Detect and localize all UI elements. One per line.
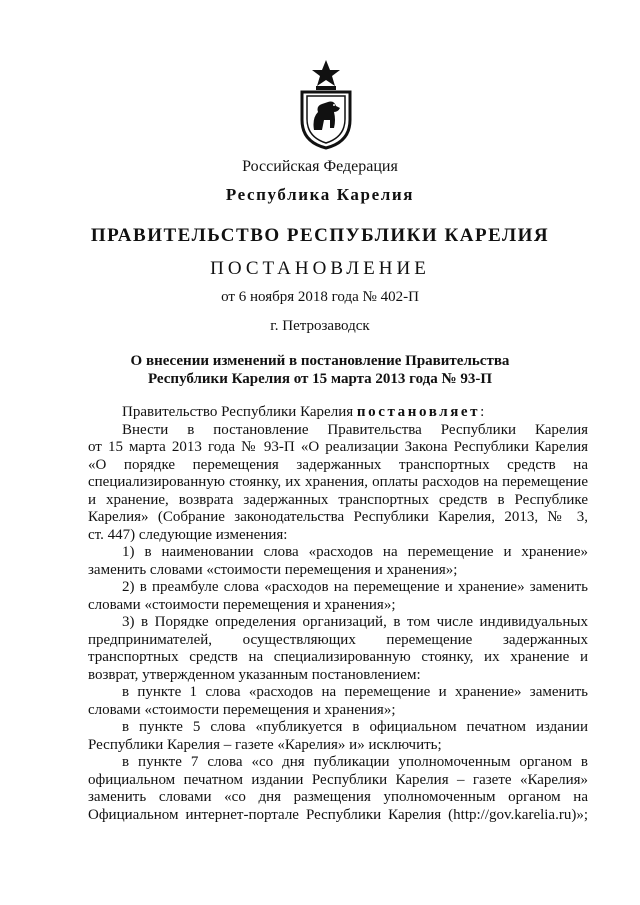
body-line: 2) в преамбуле слова «расходов на перемещение и хранение» заменить [122, 579, 588, 595]
coat-of-arms-icon [296, 58, 356, 150]
body-line: в пункте 5 слова «публикуется в официальном печатном издании [122, 719, 588, 735]
body-line: 3) в Порядке определения организаций, в том числе индивидуальных [122, 614, 588, 630]
republic-name: Республика Карелия [225, 185, 415, 204]
subject-line-2: Республики Карелия от 15 марта 2013 года № 93-П [147, 371, 493, 387]
document-subject [0, 352, 640, 388]
document-type: ПОСТАНОВЛЕНИЕ [210, 258, 430, 279]
subject-line-1: О внесении изменений в постановление Правительства [130, 353, 510, 369]
body-line: Карелия» (Собрание законодательства Республики Карелия, 2013, № 3, [88, 509, 588, 525]
body-line: транспортных средств на специализированную стоянку, их хранение и [88, 649, 588, 665]
body-line: предпринимателей, осуществляющих перемещение задержанных [88, 631, 588, 648]
body-line: Официальном интернет-портале Республики Карелия (http://gov.karelia.ru)»; [88, 806, 588, 823]
body-line: официальном печатном издании Республики Карелия – газете «Карелия» [88, 771, 588, 788]
body-line: ст. 447) следующие изменения: [88, 526, 288, 543]
body-line: Республики Карелия – газете «Карелия» и» исключить; [88, 736, 442, 753]
country-name: Российская Федерация [242, 158, 398, 175]
intro-line [88, 404, 588, 422]
intro-tail: : [480, 404, 485, 420]
intro-verb: постановляет [356, 404, 481, 420]
body-line: в пункте 7 слова «со дня публикации уполномоченным органом в [122, 754, 588, 770]
body-line: заменить словами «стоимости перемещения и хранения»; [88, 561, 458, 578]
date-number-line: от 6 ноября 2018 года № 402-П [221, 289, 419, 305]
intro-lead: Правительство Республики Карелия [122, 404, 357, 420]
body-line: Внести в постановление Правительства Республики Карелия [122, 421, 588, 438]
body-line: в пункте 1 слова «расходов на перемещение и хранение» заменить [122, 684, 588, 700]
city-line: г. Петрозаводск [270, 318, 370, 334]
body-line: словами «стоимости перемещения и хранения»; [88, 596, 396, 613]
body-line: 1) в наименовании слова «расходов на перемещение и хранение» [122, 544, 588, 560]
government-title: ПРАВИТЕЛЬСТВО РЕСПУБЛИКИ КАРЕЛИЯ [90, 225, 550, 246]
body-line: словами «стоимости перемещения и хранения»; [88, 701, 396, 718]
body-line: заменить словами «со дня размещения уполномоченным органом на [88, 789, 588, 805]
document-body [88, 404, 588, 824]
body-line: специализированную стоянку, их хранения, оплаты расходов на перемещение [88, 474, 588, 490]
body-line: от 15 марта 2013 года № 93-П «О реализации Закона Республики Карелия [88, 439, 588, 455]
body-line: возврат, утвержденном указанным постановлением: [88, 666, 421, 683]
body-line: «О порядке перемещения задержанных транспортных средств на [88, 456, 588, 473]
body-line: и хранение, возврата задержанных транспортных средств в Республике [88, 491, 588, 508]
